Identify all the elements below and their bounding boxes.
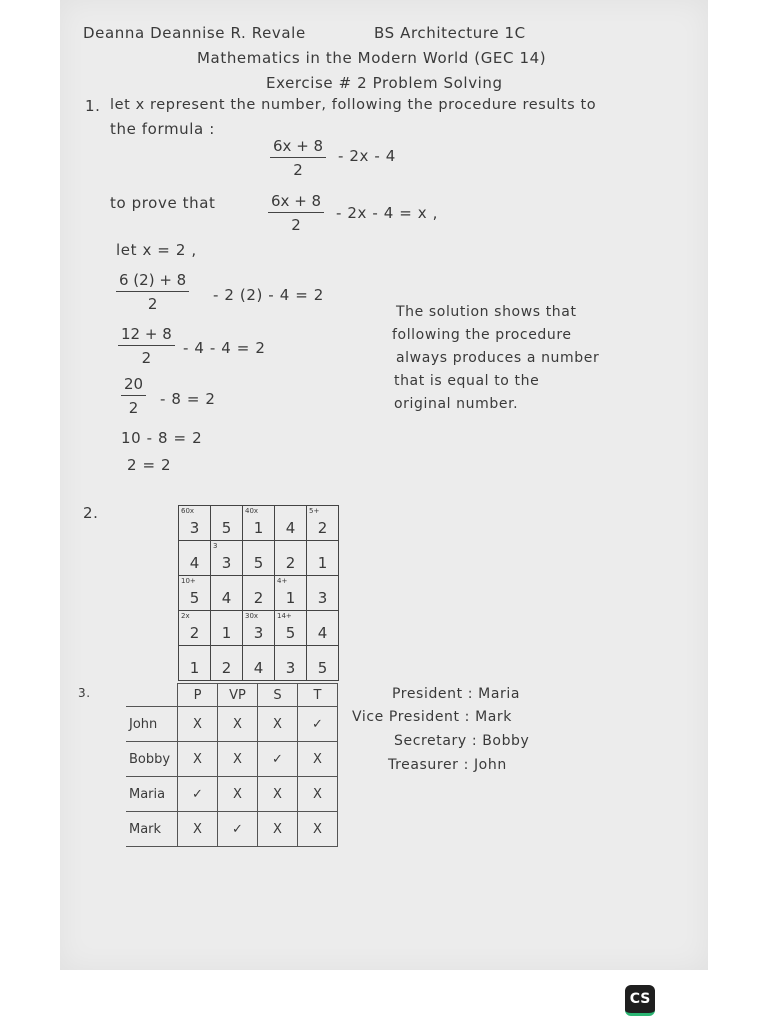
header-treasurer: T	[298, 684, 338, 707]
cage-label: 14+	[277, 612, 292, 620]
logic-grid	[126, 683, 338, 847]
header-secretary: S	[258, 684, 298, 707]
step4: 10 - 8 = 2	[121, 429, 203, 447]
cell-value: 2	[253, 589, 264, 607]
cage-label: 10+	[181, 577, 196, 585]
let-statement: let x = 2 ,	[116, 241, 197, 259]
step3-denominator: 2	[128, 399, 139, 417]
prove-numerator: 6x + 8	[268, 192, 324, 213]
cell-value: 3	[221, 554, 232, 572]
answer-president	[392, 686, 520, 702]
mark-cell: ✓	[218, 812, 258, 847]
cell-value: 5	[189, 589, 200, 607]
cell-value: 3	[189, 519, 200, 537]
formula-rest: - 2x - 4	[338, 147, 396, 165]
grid-cell	[211, 541, 243, 576]
step1-numerator: 6 (2) + 8	[116, 271, 189, 292]
cell-value: 4	[189, 554, 200, 572]
answer-secretary	[394, 733, 529, 749]
mark-cell: X	[178, 707, 218, 742]
step1-rest: - 2 (2) - 4 = 2	[213, 286, 324, 304]
grid-cell	[275, 646, 307, 681]
header-vice-president: VP	[218, 684, 258, 707]
mark-cell: X	[258, 707, 298, 742]
table-row	[126, 707, 338, 742]
cell-value: 4	[317, 624, 328, 642]
cage-label: 5+	[309, 507, 320, 515]
cell-value: 3	[253, 624, 264, 642]
grid-cell	[179, 541, 211, 576]
grid-cell	[211, 506, 243, 541]
grid-cell	[275, 541, 307, 576]
prove-fraction	[268, 192, 324, 234]
row-name: John	[126, 707, 178, 742]
answer-vice-president	[352, 709, 512, 725]
cell-value: 5	[221, 519, 232, 537]
cage-label: 40x	[245, 507, 259, 515]
camscanner-logo: CS	[625, 985, 655, 1016]
grid-cell	[243, 541, 275, 576]
mark-cell: X	[218, 777, 258, 812]
grid-cell	[179, 611, 211, 646]
grid-cell	[243, 646, 275, 681]
answer-role: Vice President :	[352, 709, 470, 725]
step3-fraction	[121, 375, 146, 417]
grid-cell	[275, 611, 307, 646]
grid-cell	[307, 541, 339, 576]
cage-label: 30x	[245, 612, 259, 620]
cell-value: 4	[221, 589, 232, 607]
cage-label: 3	[213, 542, 218, 550]
grid-cell	[179, 646, 211, 681]
conclusion-line-4: that is equal to the	[394, 373, 540, 389]
step2-fraction	[118, 325, 175, 367]
mark-cell: X	[258, 777, 298, 812]
step3-numerator: 20	[121, 375, 146, 396]
problem1-line2: the formula :	[110, 120, 215, 138]
student-course: BS Architecture 1C	[374, 24, 526, 42]
step1-denominator: 2	[147, 295, 158, 313]
prove-denominator: 2	[291, 216, 301, 234]
problem1-line1: let x represent the number, following the procedure results to	[110, 97, 597, 113]
cell-value: 5	[253, 554, 264, 572]
conclusion-line-1: The solution shows that	[396, 304, 577, 320]
step5: 2 = 2	[127, 456, 172, 474]
grid-cell	[211, 576, 243, 611]
answer-role: President :	[392, 686, 474, 702]
answer-person: Mark	[475, 709, 512, 725]
answer-role: Treasurer :	[388, 757, 469, 773]
cell-value: 1	[253, 519, 264, 537]
mark-cell: X	[218, 707, 258, 742]
row-name: Maria	[126, 777, 178, 812]
cell-value: 1	[221, 624, 232, 642]
conclusion-line-5: original number.	[394, 396, 519, 412]
cage-label: 4+	[277, 577, 288, 585]
header-president: P	[178, 684, 218, 707]
cage-label: 60x	[181, 507, 195, 515]
grid-cell	[243, 576, 275, 611]
table-row	[126, 742, 338, 777]
problem1-number: 1.	[85, 97, 101, 115]
grid-cell	[243, 611, 275, 646]
subject-title: Mathematics in the Modern World (GEC 14)	[197, 49, 547, 67]
row-name: Mark	[126, 812, 178, 847]
table-row	[126, 812, 338, 847]
answer-person: John	[473, 757, 507, 773]
cell-value: 4	[253, 659, 264, 677]
mark-cell: X	[258, 812, 298, 847]
step3-rest: - 8 = 2	[160, 390, 216, 408]
grid-cell	[307, 611, 339, 646]
student-name: Deanna Deannise R. Revale	[83, 24, 306, 42]
grid-cell	[243, 506, 275, 541]
problem2-number: 2.	[83, 504, 99, 522]
grid-cell	[307, 646, 339, 681]
cell-value: 1	[189, 659, 200, 677]
prove-rest: - 2x - 4 = x ,	[336, 204, 439, 222]
step2-denominator: 2	[141, 349, 152, 367]
cell-value: 2	[221, 659, 232, 677]
step1-fraction	[116, 271, 189, 313]
step2-rest: - 4 - 4 = 2	[183, 339, 266, 357]
cell-value: 3	[317, 589, 328, 607]
grid-cell	[179, 576, 211, 611]
mark-cell: ✓	[298, 707, 338, 742]
prove-label: to prove that	[110, 194, 216, 212]
mark-cell: X	[178, 812, 218, 847]
mark-cell: X	[178, 742, 218, 777]
table-row	[126, 777, 338, 812]
corner-cell	[126, 684, 178, 707]
cell-value: 3	[285, 659, 296, 677]
mark-cell: ✓	[258, 742, 298, 777]
conclusion-line-3: always produces a number	[396, 350, 600, 366]
grid-cell	[307, 576, 339, 611]
mark-cell: X	[298, 777, 338, 812]
grid-cell	[211, 646, 243, 681]
grid-cell	[179, 506, 211, 541]
kenken-grid	[178, 505, 339, 681]
cell-value: 2	[317, 519, 328, 537]
cell-value: 1	[285, 589, 296, 607]
mark-cell: X	[298, 812, 338, 847]
mark-cell: X	[298, 742, 338, 777]
cage-label: 2x	[181, 612, 190, 620]
mark-cell: X	[218, 742, 258, 777]
cell-value: 4	[285, 519, 296, 537]
grid-cell	[275, 576, 307, 611]
cell-value: 5	[317, 659, 328, 677]
cell-value: 5	[285, 624, 296, 642]
answer-treasurer	[388, 757, 507, 773]
exercise-title: Exercise # 2 Problem Solving	[266, 74, 503, 92]
answer-person: Maria	[478, 686, 521, 702]
mark-cell: ✓	[178, 777, 218, 812]
problem3-number: 3.	[78, 686, 91, 700]
grid-cell	[307, 506, 339, 541]
answer-role: Secretary :	[394, 733, 478, 749]
formula-denominator: 2	[293, 161, 303, 179]
cell-value: 1	[317, 554, 328, 572]
step2-numerator: 12 + 8	[118, 325, 175, 346]
grid-cell	[275, 506, 307, 541]
cell-value: 2	[285, 554, 296, 572]
row-name: Bobby	[126, 742, 178, 777]
formula-fraction	[270, 137, 326, 179]
answer-person: Bobby	[482, 733, 530, 749]
cell-value: 2	[189, 624, 200, 642]
conclusion-line-2: following the procedure	[392, 327, 572, 343]
grid-cell	[211, 611, 243, 646]
formula-numerator: 6x + 8	[270, 137, 326, 158]
